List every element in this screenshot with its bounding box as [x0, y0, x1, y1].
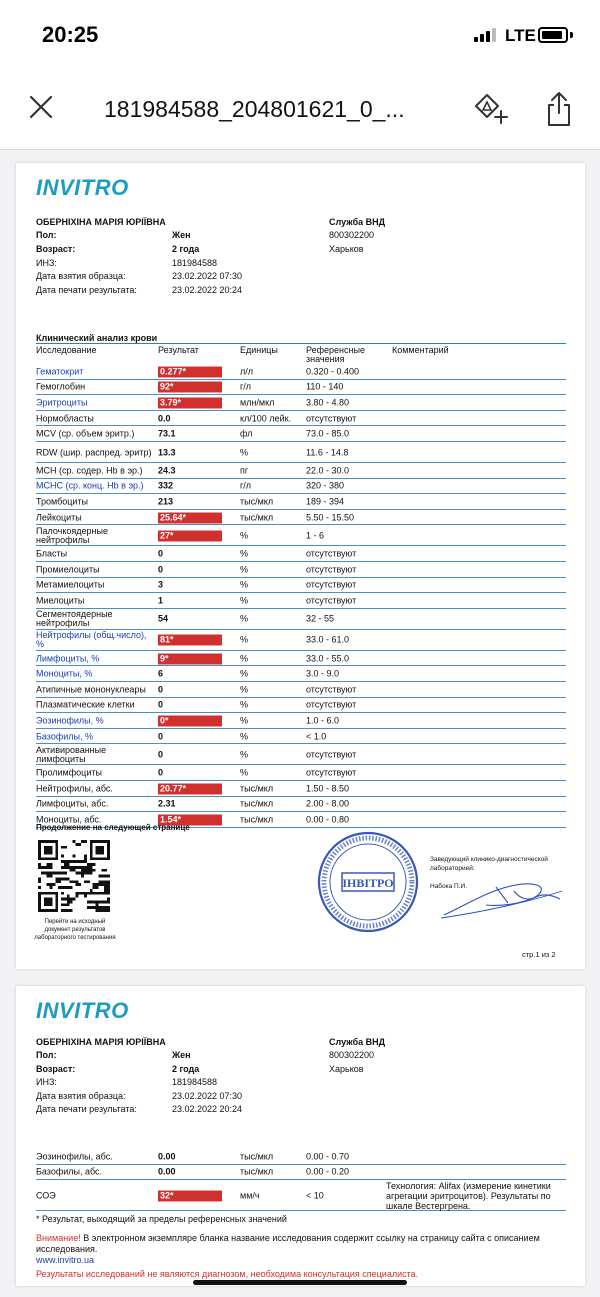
cell-unit: тыс/мкл [240, 783, 274, 794]
cell-unit: % [240, 447, 249, 457]
table-row [36, 365, 566, 380]
sample-date-label: Дата взятия образца: [36, 271, 126, 281]
cell-ref: 320 - 380 [306, 480, 345, 491]
cell-ref: 3.80 - 4.80 [306, 397, 350, 408]
cell-ref: 1.50 - 8.50 [306, 783, 350, 794]
table-row [36, 610, 566, 630]
cell-result: 24.3 [158, 465, 176, 476]
cell-result: 54 [158, 613, 169, 624]
cell-unit: тыс/мкл [240, 814, 274, 825]
cell-name[interactable]: Эритроциты [36, 397, 88, 408]
cell-result: 0 [158, 749, 164, 760]
print-date-value: 23.02.2022 20:24 [172, 1104, 243, 1114]
cell-ref: 11.6 - 14.8 [306, 447, 349, 457]
table-row [36, 480, 566, 495]
table-row [36, 1166, 566, 1181]
cell-ref: 0.00 - 0.70 [306, 1151, 350, 1162]
service-city: Харьков [329, 244, 364, 254]
footnote-star: * Результат, выходящий за пределы референсных значений [36, 1214, 287, 1224]
table-row [36, 652, 566, 667]
cell-unit: тыс/мкл [240, 1151, 274, 1162]
cell-name: Миелоциты [36, 595, 85, 606]
cell-unit: тыс/мкл [240, 798, 274, 809]
service-name: Служба ВНД [329, 217, 386, 227]
table-row [36, 563, 566, 578]
table-row [36, 511, 566, 526]
qr-code[interactable] [38, 840, 110, 912]
share-icon [544, 90, 574, 128]
cell-unit: % [240, 668, 249, 679]
table-row [36, 667, 566, 682]
col-header-comment: Комментарий [392, 345, 449, 355]
cell-result: 81* [158, 635, 222, 646]
cell-ref: отсутствуют [306, 413, 357, 424]
cell-unit: г/л [240, 480, 252, 491]
cell-name: Сегментоядерные нейтрофилы [36, 609, 113, 629]
cell-unit: % [240, 731, 249, 742]
cell-name: Активированные лимфоциты [36, 744, 107, 764]
cell-result: 20.77* [158, 783, 222, 794]
close-icon [26, 92, 56, 122]
close-button[interactable] [26, 92, 56, 122]
print-date-label: Дата печати результата: [36, 285, 137, 295]
cell-ref: 0.320 - 0.400 [306, 366, 360, 377]
cell-ref: 189 - 394 [306, 496, 345, 507]
cell-result: 0 [158, 767, 164, 778]
table-row [36, 547, 566, 562]
cell-unit: % [240, 564, 249, 575]
cell-unit: % [240, 653, 249, 664]
sample-date-value: 23.02.2022 07:30 [172, 1091, 243, 1101]
table-row [36, 526, 566, 546]
cell-name: Гемоглобин [36, 381, 86, 392]
site-link[interactable]: www.invitro.ua [36, 1255, 95, 1265]
table-row [36, 798, 566, 813]
cell-result: 0* [158, 715, 222, 726]
signature [436, 875, 566, 923]
cell-unit: % [240, 684, 249, 695]
cell-result: 13.3 [158, 447, 176, 457]
inz-label: ИНЗ: [36, 258, 57, 268]
cell-ref: 32 - 55 [306, 613, 335, 624]
cell-result: 27* [158, 530, 222, 541]
table-row [36, 1150, 566, 1165]
cell-result: 32* [158, 1190, 222, 1201]
cell-name: Промиелоциты [36, 564, 100, 575]
cell-name: MCV (ср. объем эритр.) [36, 428, 135, 439]
cell-unit: % [240, 767, 249, 778]
cell-result: 3 [158, 579, 164, 590]
cell-result: 1 [158, 595, 164, 606]
cell-ref: 0.00 - 0.80 [306, 814, 350, 825]
header-rule [36, 343, 566, 344]
cell-ref: отсутствуют [306, 579, 357, 590]
inz-value: 181984588 [172, 258, 218, 268]
cell-result: 92* [158, 382, 222, 393]
cell-unit: % [240, 749, 249, 760]
cell-name: Моноциты, абс. [36, 814, 102, 825]
cell-unit: % [240, 613, 249, 624]
table-row [36, 464, 566, 479]
cell-ref: отсутствуют [306, 564, 357, 575]
sex-label: Пол: [36, 1050, 57, 1060]
inz-value: 181984588 [172, 1077, 218, 1087]
cell-result: 0.277* [158, 366, 222, 377]
cell-result: 1.54* [158, 814, 222, 825]
print-date-label: Дата печати результата: [36, 1104, 137, 1114]
cell-result: 6 [158, 668, 164, 679]
cell-result: 332 [158, 480, 174, 491]
sex-label: Пол: [36, 230, 57, 240]
clock: 20:25 [42, 22, 99, 47]
cell-unit: тыс/мкл [240, 496, 274, 507]
sex-value: Жен [172, 1050, 191, 1060]
cell-ref: 33.0 - 55.0 [306, 653, 350, 664]
table-row [36, 714, 566, 729]
cell-name: Бласты [36, 548, 68, 559]
age-label: Возраст: [36, 244, 76, 254]
cell-name[interactable]: Гематокрит [36, 366, 84, 377]
cell-result: 213 [158, 496, 174, 507]
table-row [36, 381, 566, 396]
cell-unit: % [240, 595, 249, 606]
cell-result: 0 [158, 699, 164, 710]
cell-ref: отсутствуют [306, 548, 357, 559]
table-row [36, 1181, 566, 1211]
sample-date-value: 23.02.2022 07:30 [172, 271, 243, 281]
cell-name: Атипичные мононуклеары [36, 684, 146, 695]
cell-name: Лейкоциты [36, 512, 82, 523]
document-title: 181984588_204801621_0_... [104, 96, 405, 122]
cell-ref: 73.0 - 85.0 [306, 428, 350, 439]
qr-caption: Перейти на исходный документ результатов лабораторного тестирования [34, 919, 116, 941]
home-indicator[interactable] [193, 1280, 407, 1285]
cell-unit: % [240, 715, 249, 726]
document-page-2 [16, 986, 585, 1286]
cell-ref: 33.0 - 61.0 [306, 634, 350, 645]
cell-name[interactable]: Эозинофилы, % [36, 715, 104, 726]
cell-name[interactable]: Нейтрофилы (общ.число), % [36, 630, 147, 650]
cell-ref: 22.0 - 30.0 [306, 465, 350, 476]
cell-ref: отсутствуют [306, 749, 357, 760]
cell-name: Базофилы, абс. [36, 1166, 103, 1177]
cell-ref: отсутствуют [306, 767, 357, 778]
cell-unit: тыс/мкл [240, 1166, 274, 1177]
cell-unit: % [240, 548, 249, 559]
battery-icon [538, 27, 568, 43]
col-header-name: Исследование [36, 345, 97, 355]
footnote-disclaimer: Результаты исследований не являются диагнозом, необходима консультация специалиста. [36, 1269, 419, 1279]
cell-ref: 0.00 - 0.20 [306, 1166, 350, 1177]
cell-unit: % [240, 634, 249, 645]
service-code: 800302200 [329, 1050, 375, 1060]
cell-ref: < 1.0 [306, 731, 327, 742]
cell-ref: 2.00 - 8.00 [306, 798, 350, 809]
lab-stamp [316, 830, 420, 934]
cell-name: Пролимфоциты [36, 767, 102, 778]
cell-unit: % [240, 699, 249, 710]
cell-ref: 110 - 140 [306, 381, 344, 392]
cell-result: 73.1 [158, 428, 176, 439]
attention-text: В электронном экземпляре бланка название исследования содержит ссылку на страницу сайта с описанием исследования. [36, 1233, 540, 1254]
cell-name: Нейтрофилы, абс. [36, 783, 113, 794]
stamp-text: ІНВІТРО [342, 876, 394, 890]
age-value: 2 года [172, 1064, 200, 1074]
cell-unit: % [240, 579, 249, 590]
table-row [36, 631, 566, 651]
battery-tip [570, 32, 573, 38]
markup-icon [474, 92, 510, 126]
cell-name: Лимфоциты, абс. [36, 798, 109, 809]
cell-name[interactable]: MCHC (ср. конц. Hb в эр.) [36, 480, 144, 491]
cell-unit: % [240, 530, 249, 541]
table-row [36, 782, 566, 797]
cell-ref: < 10 [306, 1190, 324, 1201]
cell-name: Тромбоциты [36, 496, 89, 507]
table-row [36, 579, 566, 594]
page-number: стр.1 из 2 [522, 950, 556, 959]
cell-ref: отсутствуют [306, 595, 357, 606]
cell-result: 25.64* [158, 512, 222, 523]
cell-result: 0 [158, 731, 164, 742]
cell-name[interactable]: Базофилы, % [36, 731, 93, 742]
table-row [36, 396, 566, 411]
cell-ref: 3.0 - 9.0 [306, 668, 340, 679]
continuation-note: Продолжение на следующей странице [36, 823, 190, 832]
patient-name: ОБЕРНІХІНА МАРІЯ ЮРІЇВНА [36, 217, 166, 227]
analysis-title: Клинический анализ крови [36, 333, 158, 343]
cellular-signal-icon [474, 28, 496, 42]
share-button[interactable] [544, 90, 574, 128]
table-row [36, 427, 566, 442]
cell-result: 0 [158, 564, 164, 575]
signature-name: Набока П.И. [430, 883, 468, 890]
cell-name: Эозинофилы, абс. [36, 1151, 113, 1162]
table-row [36, 699, 566, 714]
cell-ref: 1.0 - 6.0 [306, 715, 340, 726]
cell-result: 0 [158, 548, 164, 559]
cell-result: 3.79* [158, 397, 222, 408]
cell-unit: тыс/мкл [240, 512, 274, 523]
cell-name: RDW (шир. распред. эритр) [36, 447, 152, 457]
cell-ref: 1 - 6 [306, 530, 325, 541]
cell-result: 0.0 [158, 413, 171, 424]
invitro-logo: INVITRO [36, 175, 129, 200]
table-row [36, 683, 566, 698]
service-name: Служба ВНД [329, 1037, 386, 1047]
cell-ref: отсутствуют [306, 684, 357, 695]
patient-name: ОБЕРНІХІНА МАРІЯ ЮРІЇВНА [36, 1037, 166, 1047]
cell-name: Нормобласты [36, 413, 94, 424]
age-label: Возраст: [36, 1064, 76, 1074]
invitro-logo: INVITRO [36, 998, 129, 1023]
cell-name[interactable]: Лимфоциты, % [36, 653, 100, 664]
age-value: 2 года [172, 244, 200, 254]
markup-button[interactable] [474, 92, 510, 126]
signature-label: Заведующий клинико-диагностической лабораторией: [430, 856, 548, 872]
cell-unit: пг [240, 465, 249, 476]
cell-ref: отсутствуют [306, 699, 357, 710]
sex-value: Жен [172, 230, 191, 240]
cell-name: Метамиелоциты [36, 579, 105, 590]
cell-name: Плазматические клетки [36, 699, 135, 710]
cell-unit: мм/ч [240, 1190, 260, 1201]
print-date-value: 23.02.2022 20:24 [172, 285, 243, 295]
service-code: 800302200 [329, 230, 375, 240]
cell-unit: кл/100 лейк. [240, 413, 292, 424]
table-row [36, 443, 566, 463]
table-row [36, 594, 566, 609]
cell-unit: млн/мкл [240, 397, 275, 408]
cell-unit: фл [240, 428, 253, 439]
inz-label: ИНЗ: [36, 1077, 57, 1087]
cell-result: 0.00 [158, 1166, 176, 1177]
table-row [36, 766, 566, 781]
sample-date-label: Дата взятия образца: [36, 1091, 126, 1101]
cell-ref: 5.50 - 15.50 [306, 512, 355, 523]
table-row [36, 412, 566, 427]
cell-unit: г/л [240, 381, 252, 392]
cell-name: MCH (ср. содер. Hb в эр.) [36, 465, 143, 476]
viewer-toolbar [0, 70, 600, 150]
cell-result: 0.00 [158, 1151, 176, 1162]
document-page-1 [16, 163, 585, 969]
network-type: LTE [505, 26, 536, 45]
footnote-attention [36, 1233, 571, 1266]
cell-result: 2.31 [158, 798, 176, 809]
attention-label: Внимание! [36, 1233, 81, 1243]
table-row [36, 495, 566, 510]
table-row [36, 745, 566, 765]
cell-comment: Технология: Alifax (измерение кинетики агрегации эритроцитов). Результаты по шкале Вестергрена. [386, 1180, 551, 1211]
cell-result: 9* [158, 653, 222, 664]
cell-name[interactable]: Моноциты, % [36, 668, 93, 679]
status-bar [0, 0, 600, 70]
col-header-result: Результат [158, 345, 199, 355]
col-header-ref: Референсные значения [306, 345, 365, 364]
cell-result: 0 [158, 684, 164, 695]
cell-unit: л/л [240, 366, 254, 377]
col-header-units: Единицы [240, 345, 278, 355]
cell-name: СОЭ [36, 1190, 56, 1201]
service-city: Харьков [329, 1064, 364, 1074]
table-row [36, 730, 566, 745]
cell-name: Палочкоядерные нейтрофилы [36, 525, 108, 545]
